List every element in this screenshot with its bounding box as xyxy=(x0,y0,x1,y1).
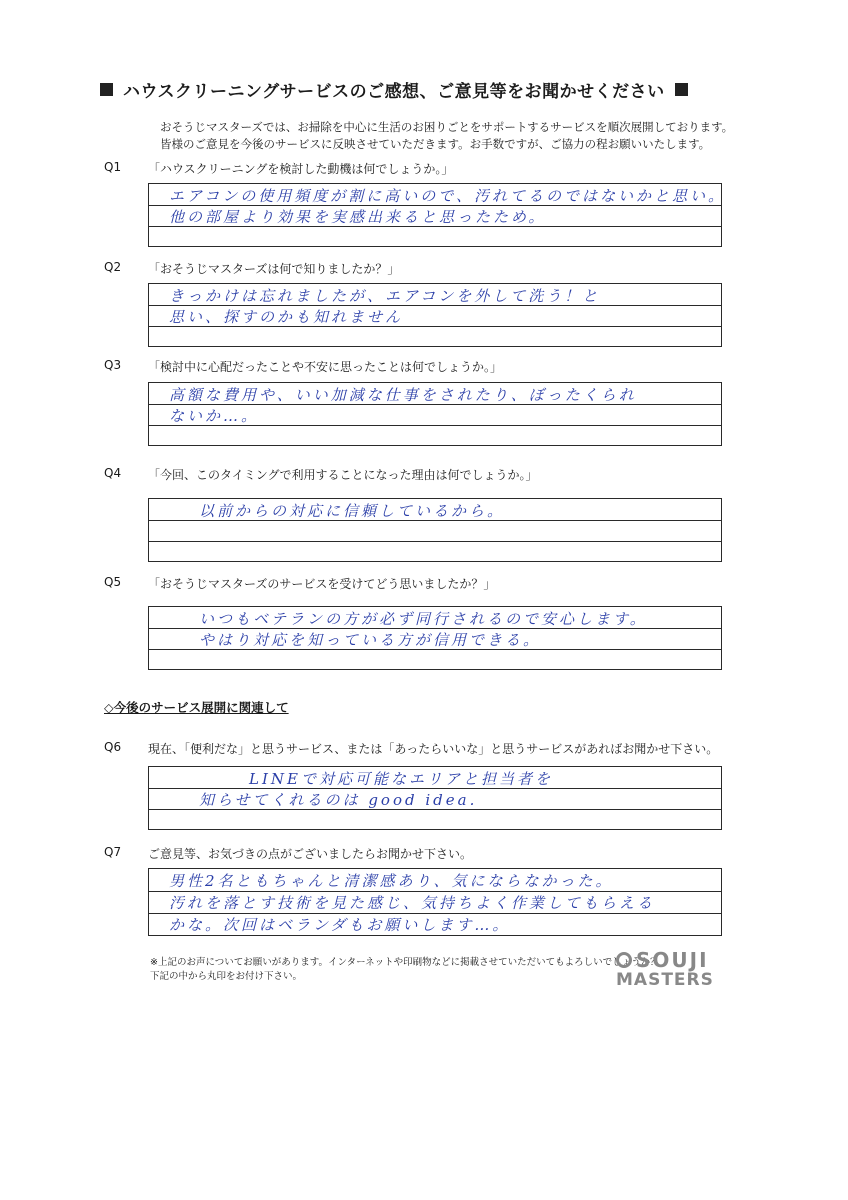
question-number: Q3 xyxy=(104,358,122,372)
question-text: ご意見等、お気づきの点がございましたらお聞かせ下さい。 xyxy=(148,847,473,861)
answer-box xyxy=(148,868,722,936)
footer-note: 下記の中から丸印をお付け下さい。 xyxy=(150,971,303,982)
handwritten-answer: 他の部屋より効果を実感出来ると思ったため。 xyxy=(169,208,547,226)
title-text: ハウスクリーニングサービスのご感想、ご意見等をお聞かせください xyxy=(123,81,665,102)
question-number: Q2 xyxy=(104,260,122,274)
handwritten-answer: ないか…。 xyxy=(169,407,260,425)
question-text: 「おそうじマスターズのサービスを受けてどう思いましたか？」 xyxy=(148,577,496,591)
answer-box xyxy=(148,382,722,446)
answer-box xyxy=(148,766,722,830)
handwritten-answer: 男性2名ともちゃんと清潔感あり、気にならなかった。 xyxy=(169,872,614,890)
handwritten-answer: かな。次回はベランダもお願いします…。 xyxy=(169,916,511,934)
question-text: 「今回、このタイミングで利用することになった理由は何でしょうか。」 xyxy=(148,468,538,482)
question-number: Q6 xyxy=(104,740,122,754)
survey-title xyxy=(100,76,790,102)
question-number: Q4 xyxy=(104,466,122,480)
square-bullet-icon xyxy=(675,83,688,96)
answer-rule xyxy=(149,541,721,542)
logo-line1: SOUJI xyxy=(636,948,709,972)
handwritten-answer: 高額な費用や、いい加減な仕事をされたり、ぼったくられ xyxy=(169,386,637,404)
handwritten-answer: 汚れを落とす技術を見た感じ、気持ちよく作業してもらえる xyxy=(169,894,656,912)
answer-box xyxy=(148,183,726,247)
square-bullet-icon xyxy=(100,83,113,96)
company-logo xyxy=(616,948,728,990)
intro-line: 皆様のご意見を今後のサービスに反映させていただきます。お手数ですが、ご協力の程お願いいたします。 xyxy=(160,137,711,151)
question-text: 「検討中に心配だったことや不安に思ったことは何でしょうか。」 xyxy=(148,360,503,374)
handwritten-answer: エアコンの使用頻度が割に高いので、汚れてるのではないかと思い。 xyxy=(169,187,726,205)
logo-top-row xyxy=(616,948,728,972)
question-text: 現在、「便利だな」と思うサービス、または「あったらいいな」と思うサービスがあればお聞かせ下さい。 xyxy=(148,742,719,756)
handwritten-answer: LINEで対応可能なエリアと担当者を xyxy=(249,770,553,788)
answer-box xyxy=(148,283,722,347)
handwritten-answer: 知らせてくれるのは good idea. xyxy=(199,791,478,809)
footer-note: ※上記のお声についてお願いがあります。インターネットや印刷物などに掲載させていただいてもよろしいでしょうか？ xyxy=(150,957,660,968)
handwritten-answer: 以前からの対応に信頼しているから。 xyxy=(199,502,506,520)
answer-box xyxy=(148,498,722,562)
question-number: Q7 xyxy=(104,845,122,859)
question-text: 「ハウスクリーニングを検討した動機は何でしょうか。」 xyxy=(148,162,454,176)
handwritten-answer: いつもベテランの方が必ず同行されるので安心します。 xyxy=(199,610,648,628)
handwritten-answer: 思い、探すのかも知れません xyxy=(169,308,404,326)
intro-line: おそうじマスターズでは、お掃除を中心に生活のお困りごとをサポートするサービスを順次展開しております。 xyxy=(160,120,734,134)
handwritten-answer: きっかけは忘れましたが、エアコンを外して洗う！と xyxy=(169,287,601,305)
handwritten-answer: やはり対応を知っている方が信用できる。 xyxy=(199,631,542,649)
answer-box xyxy=(148,606,722,670)
question-text: 「おそうじマスターズは何で知りましたか？」 xyxy=(148,262,400,276)
question-number: Q5 xyxy=(104,575,122,589)
logo-line2: MASTERS xyxy=(616,970,714,990)
section-heading: ◇今後のサービス展開に関連して xyxy=(104,700,289,715)
question-number: Q1 xyxy=(104,160,122,174)
logo-circle-icon xyxy=(616,952,632,968)
